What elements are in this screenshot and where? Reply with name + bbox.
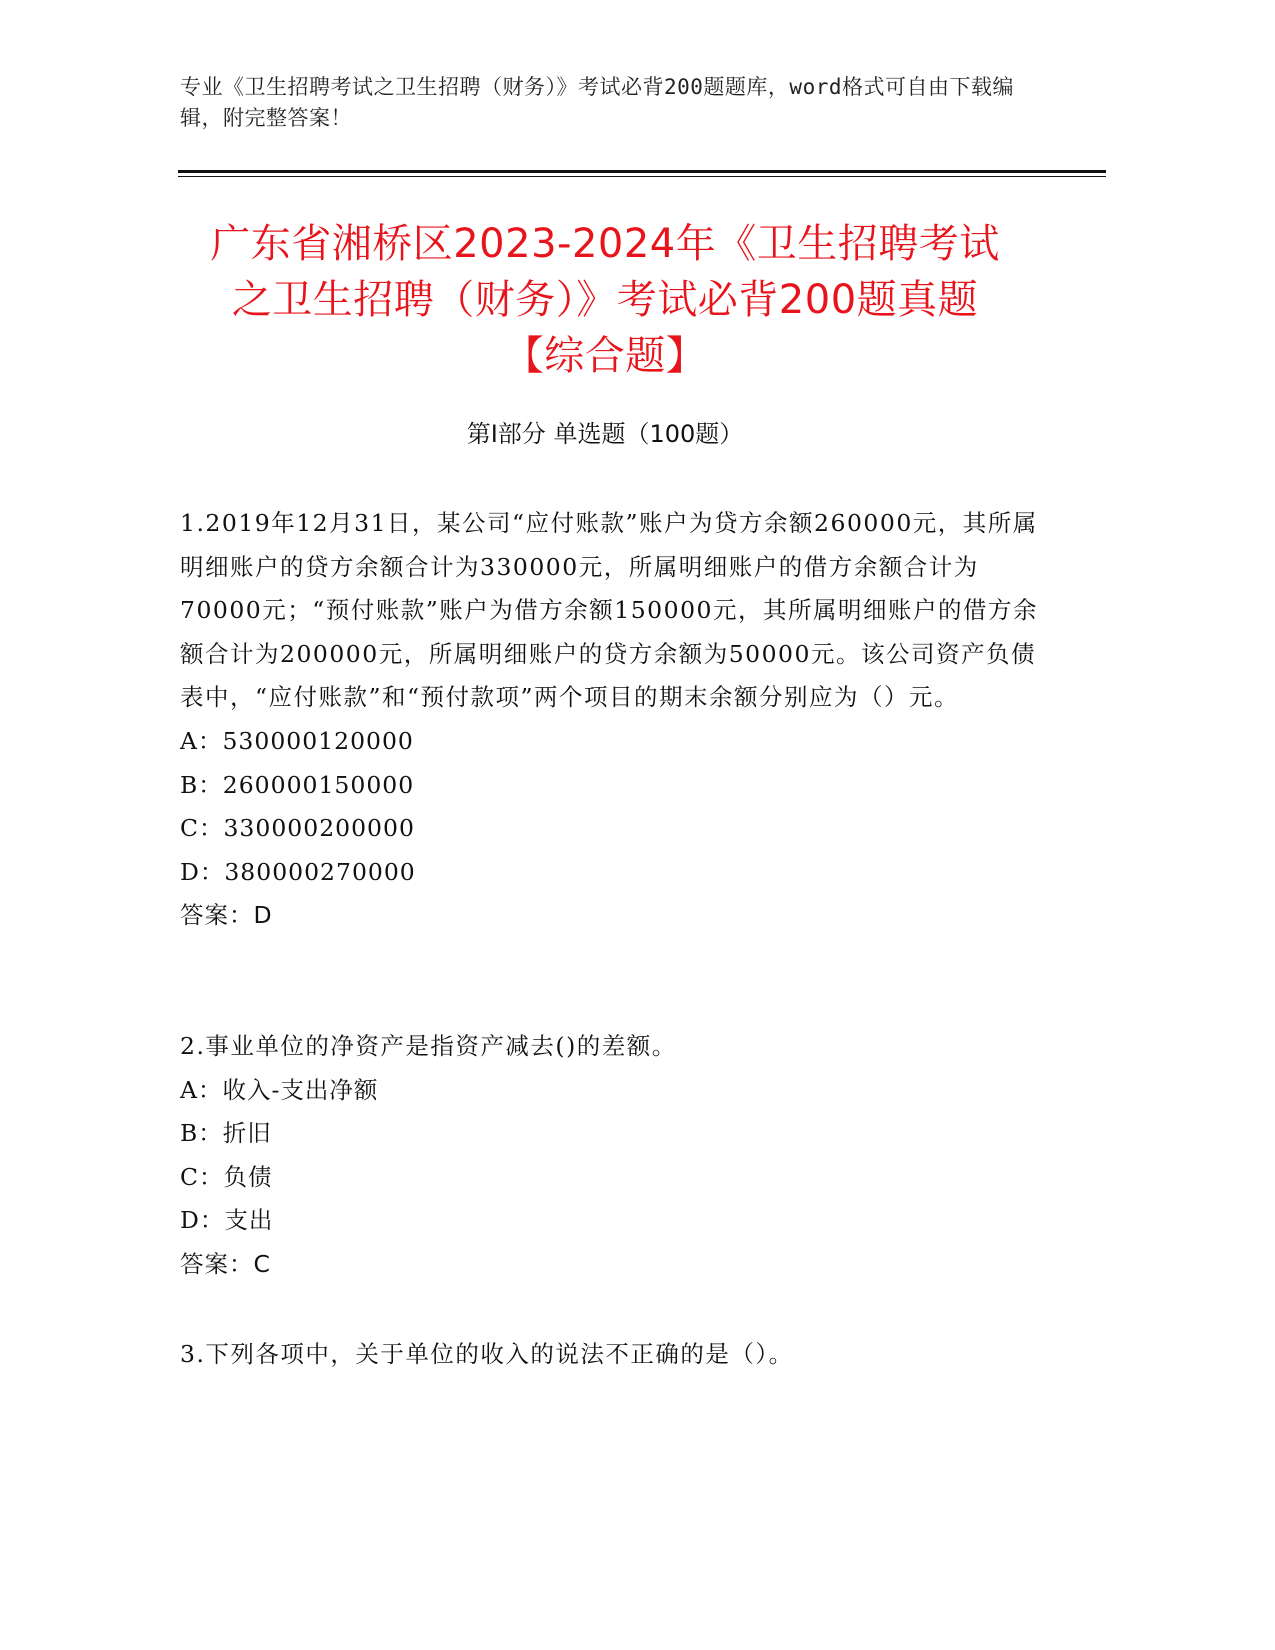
question-stem: 3.下列各项中，关于单位的收入的说法不正确的是（）。 — [180, 1340, 794, 1368]
option-b: B：260000150000 — [180, 770, 415, 799]
section-title: 第Ⅰ部分 单选题（100题） — [466, 420, 744, 448]
header-note: 专业《卫生招聘考试之卫生招聘（财务）》考试必背200题题库，word格式可自由下载编辑，附完整答案！ — [180, 75, 1014, 130]
title-line-2: 之卫生招聘（财务）》考试必背200题真题 — [231, 277, 979, 323]
option-b: B：折旧 — [180, 1119, 272, 1148]
title-line-3: 【综合题】 — [503, 333, 707, 379]
question-stem: 1.2019年12月31日，某公司“应付账款”账户为贷方余额260000元，其所属明细账户的贷方余额合计为330000元，所属明细账户的借方余额合计为70000元；“预付账款”账户为借方余额150000元，其所属明细账户的借方余额合计为200000元，所属明细账户的贷方余额为50000元。该公司资产负债表中，“应付账款”和“预付款项”两个项目的期末余额分别应为（）元。 — [180, 509, 1038, 712]
question-2 — [180, 1025, 1040, 1287]
question-3 — [180, 1333, 1040, 1377]
header-divider-thin — [178, 176, 1106, 177]
option-c: C：330000200000 — [180, 814, 415, 843]
option-a: A：收入-支出净额 — [180, 1075, 379, 1104]
question-stem: 2.事业单位的净资产是指资产减去()的差额。 — [180, 1032, 677, 1060]
option-d: D：支出 — [180, 1206, 274, 1235]
question-1 — [180, 502, 1040, 938]
answer: 答案：D — [180, 901, 273, 930]
option-d: D：380000270000 — [180, 857, 416, 886]
answer: 答案：C — [180, 1249, 271, 1278]
header-divider-thick — [178, 170, 1106, 173]
title-line-1: 广东省湘桥区2023-2024年《卫生招聘考试 — [210, 221, 1000, 267]
document-title — [180, 216, 1030, 384]
option-c: C：负债 — [180, 1162, 273, 1191]
option-a: A：530000120000 — [180, 726, 414, 755]
